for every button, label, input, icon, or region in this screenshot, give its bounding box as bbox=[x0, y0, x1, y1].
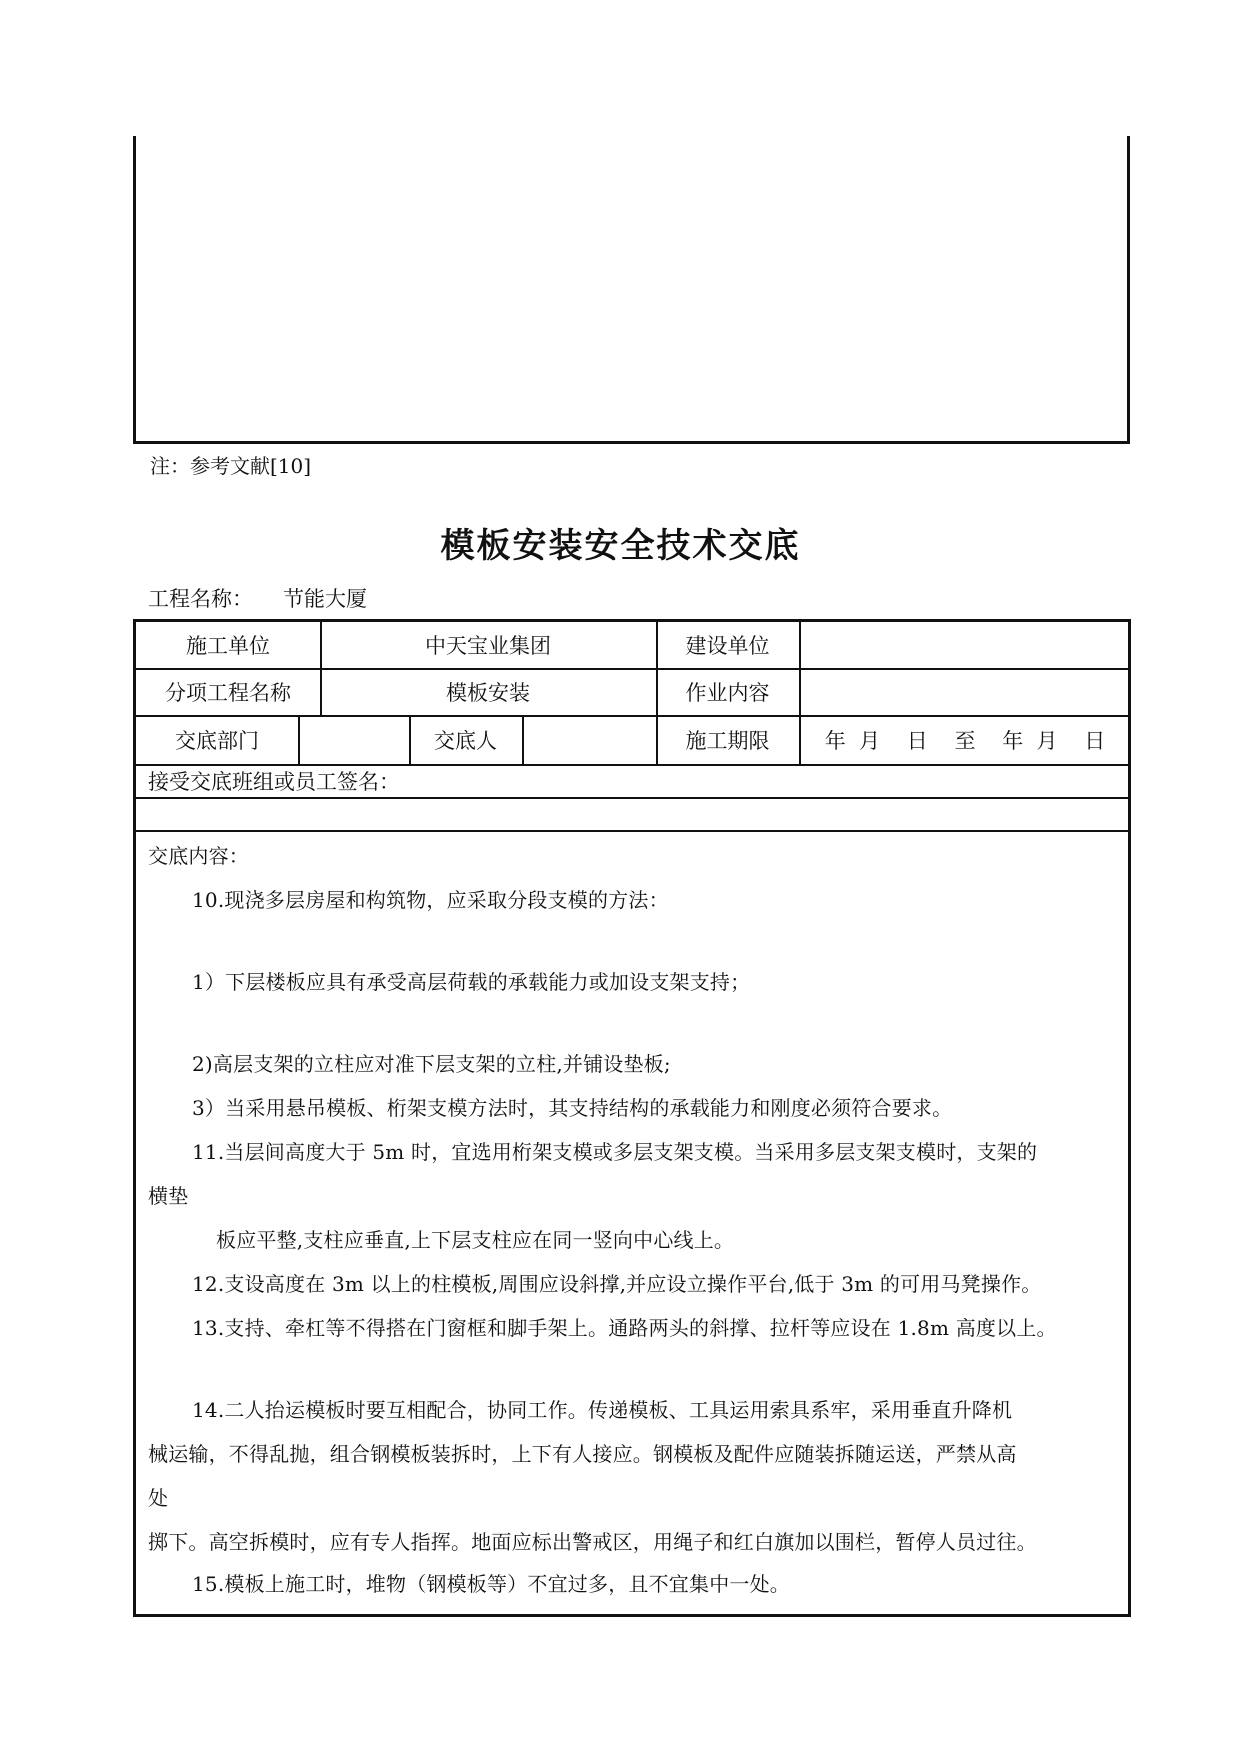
content-line: 掷下。高空拆模时，应有专人指挥。地面应标出警戒区，用绳子和红白旗加以围栏，暂停人员过往。 bbox=[148, 1530, 1037, 1554]
period-dates: 年 月 日 至 年 月 日 bbox=[824, 728, 1106, 753]
content-line: 12.支设高度在 3m 以上的柱模板,周围应设斜撑,并应设立操作平台,低于 3m 的可用马凳操作。 bbox=[192, 1272, 1042, 1296]
previous-table-box bbox=[133, 136, 1130, 444]
work-content-label: 作业内容 bbox=[685, 680, 770, 705]
project-name-line bbox=[148, 583, 367, 613]
reference-note: 注：参考文献[10] bbox=[150, 454, 312, 478]
row-divider bbox=[136, 830, 1128, 832]
content-line: 2)高层支架的立柱应对准下层支架的立柱,并铺设垫板; bbox=[192, 1052, 671, 1076]
discloser-label: 交底人 bbox=[434, 728, 497, 753]
project-name-value: 节能大厦 bbox=[283, 587, 367, 611]
content-line: 板应平整,支柱应垂直,上下层支柱应在同一竖向中心线上。 bbox=[216, 1228, 735, 1252]
department-label: 交底部门 bbox=[175, 728, 259, 753]
content-line: 横垫 bbox=[148, 1184, 189, 1208]
content-line: 13.支持、牵杠等不得搭在门窗框和脚手架上。通路两头的斜撑、拉杆等应设在 1.8m 高度以上。 bbox=[192, 1316, 1057, 1340]
content-line: 14.二人抬运模板时要互相配合，协同工作。传递模板、工具运用索具系牢，采用垂直升降机 bbox=[192, 1398, 1013, 1422]
sub-project-value: 模板安装 bbox=[446, 680, 530, 705]
content-label: 交底内容： bbox=[148, 844, 249, 868]
sub-project-label: 分项工程名称 bbox=[165, 680, 291, 705]
period-label: 施工期限 bbox=[685, 728, 770, 753]
disclosure-table bbox=[133, 619, 1131, 1617]
content-line: 3）当采用悬吊模板、桁架支模方法时，其支持结构的承载能力和刚度必须符合要求。 bbox=[192, 1096, 953, 1120]
construction-unit-label: 施工单位 bbox=[186, 634, 270, 658]
construction-unit-value: 中天宝业集团 bbox=[425, 634, 551, 658]
owner-unit-label: 建设单位 bbox=[685, 634, 770, 658]
work-content-value bbox=[799, 668, 1131, 715]
content-line: 10.现浇多层房屋和构筑物，应采取分段支模的方法： bbox=[192, 888, 669, 912]
content-line: 15.模板上施工时，堆物（钢模板等）不宜过多，且不宜集中一处。 bbox=[192, 1572, 791, 1596]
owner-unit-value bbox=[799, 622, 1131, 668]
row-divider bbox=[136, 797, 1128, 799]
content-line: 1）下层楼板应具有承受高层荷载的承载能力或加设支架支持； bbox=[192, 970, 751, 994]
project-name-label: 工程名称： bbox=[148, 587, 253, 611]
content-line: 处 bbox=[148, 1486, 169, 1510]
content-line: 11.当层间高度大于 5m 时，宜选用桁架支模或多层支架支模。当采用多层支架支模时，支架的 bbox=[192, 1140, 1038, 1164]
discloser-value bbox=[522, 715, 656, 764]
department-value bbox=[298, 715, 409, 764]
content-line: 械运输，不得乱抛，组合钢模板装拆时，上下有人接应。钢模板及配件应随装拆随运送，严禁从高 bbox=[148, 1442, 1017, 1466]
signature-label: 接受交底班组或员工签名： bbox=[148, 769, 400, 794]
page-title: 模板安装安全技术交底 bbox=[440, 526, 801, 566]
